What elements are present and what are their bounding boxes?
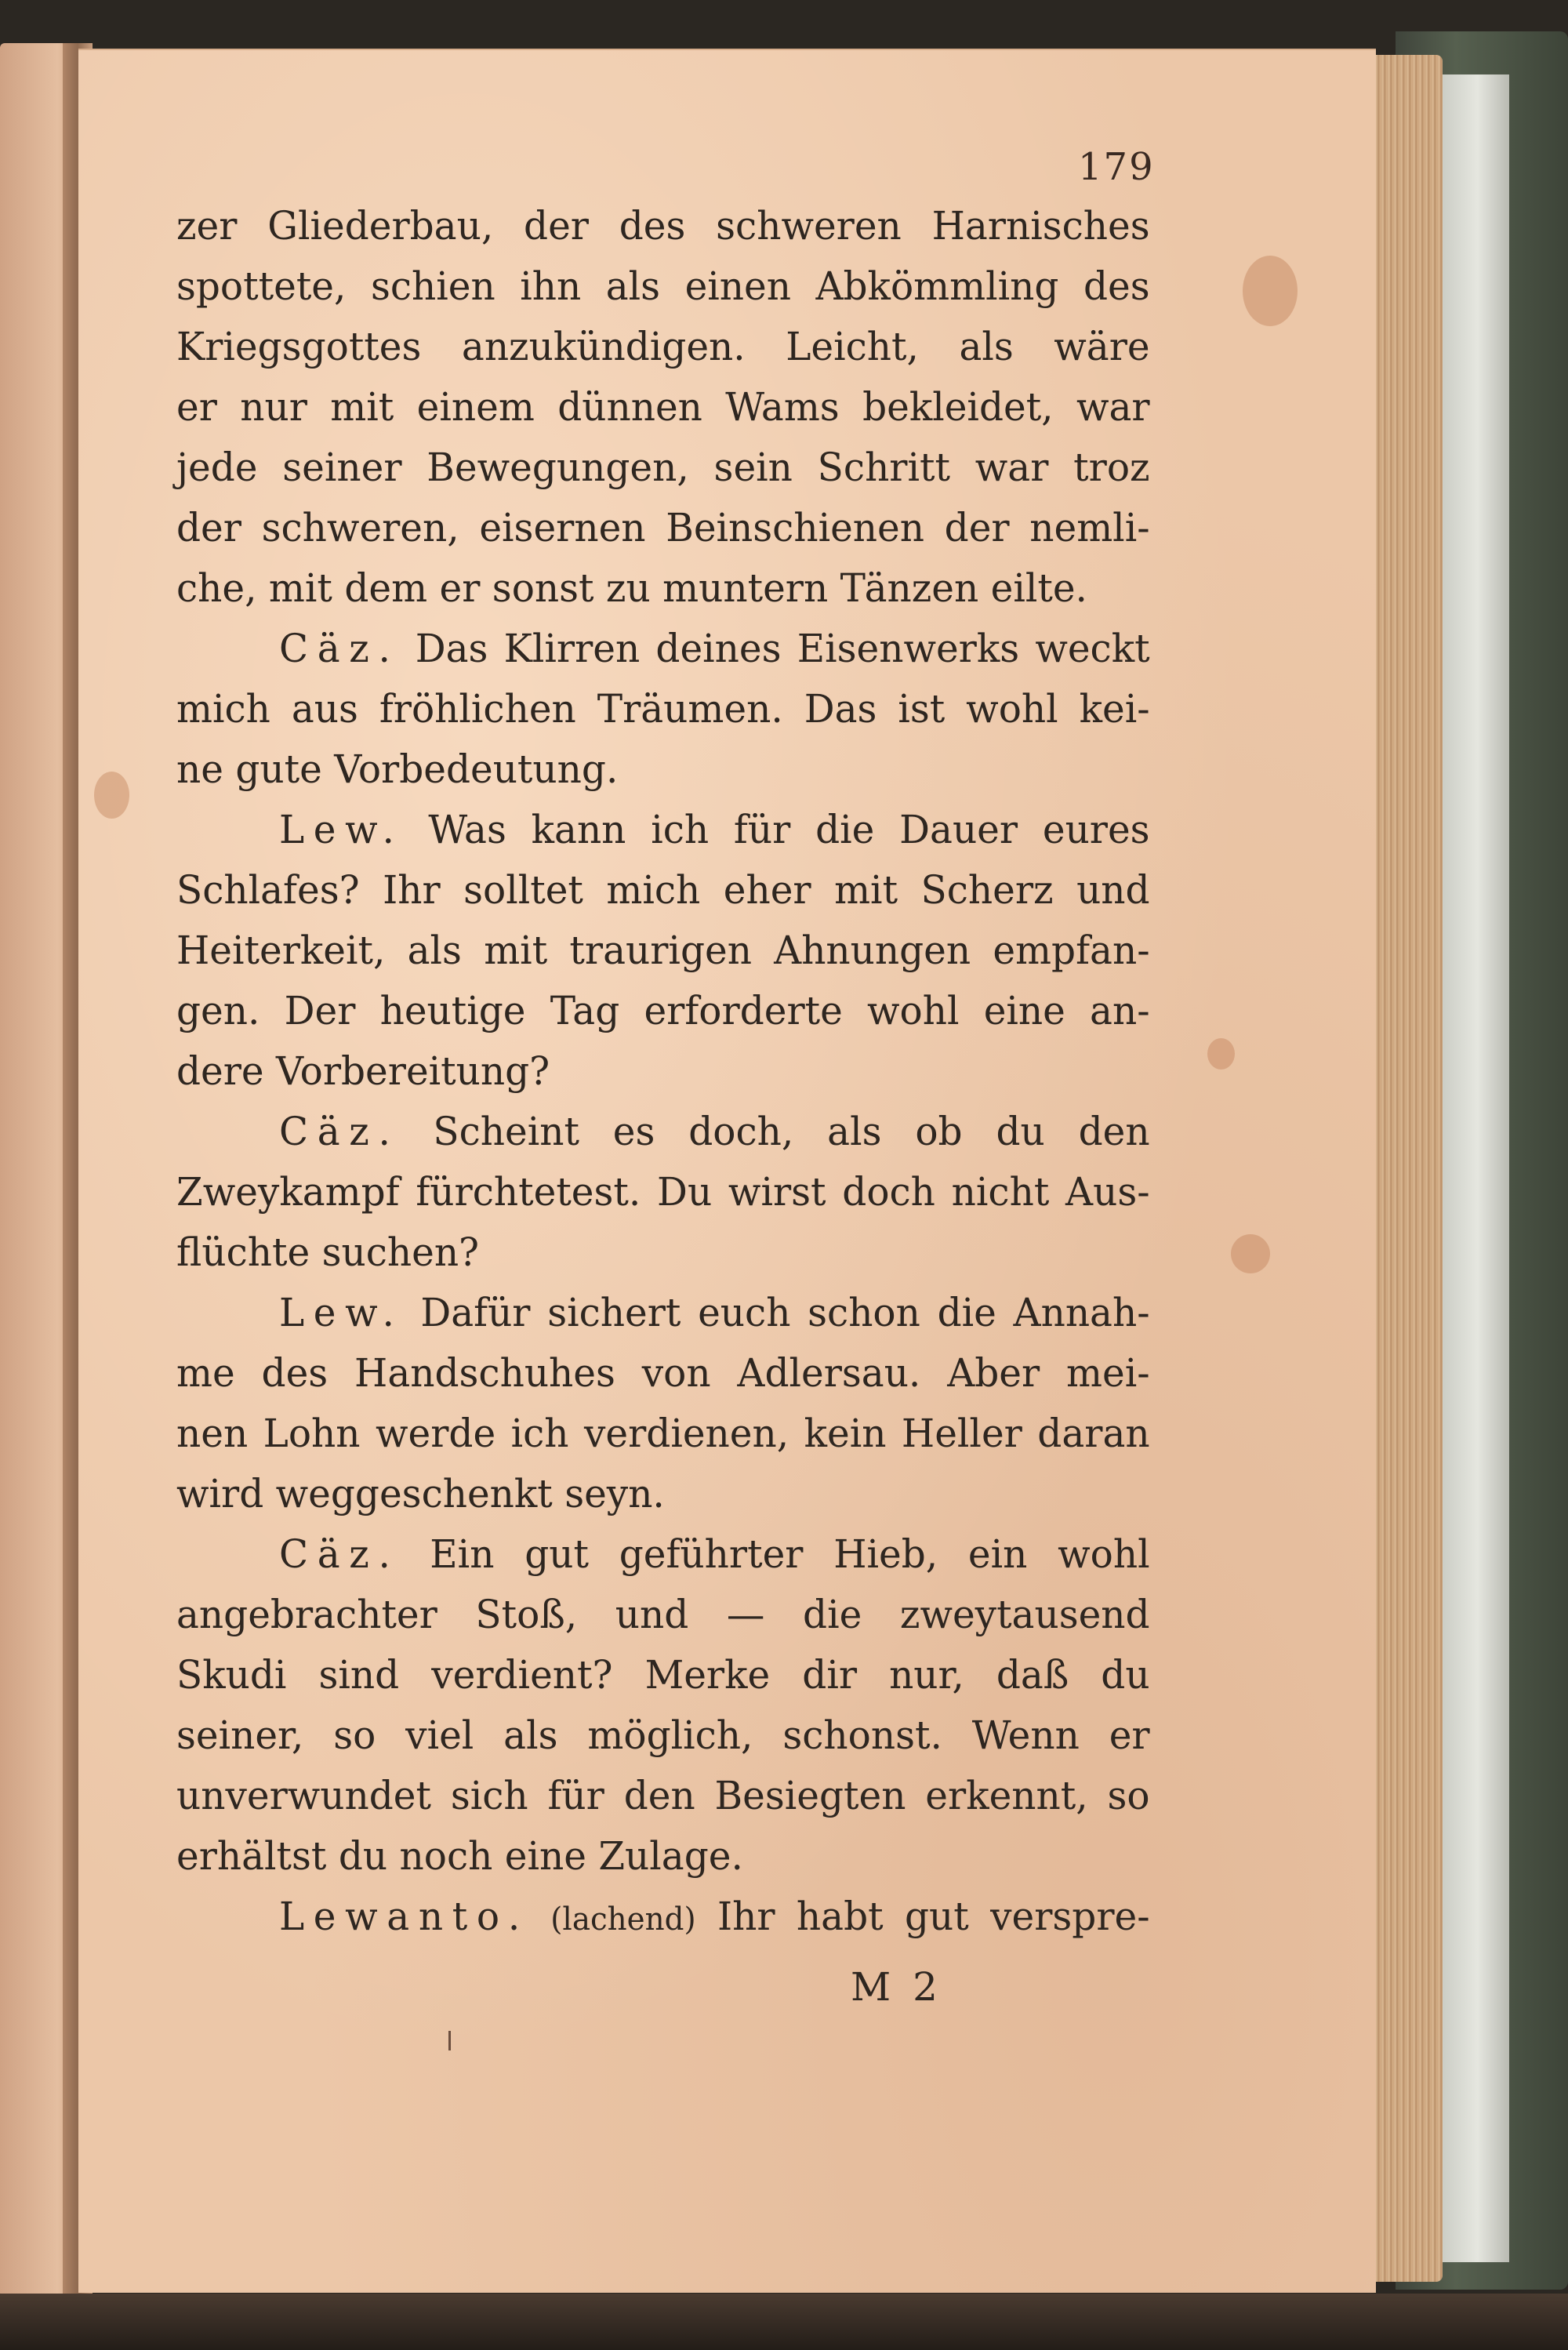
text-line: Schlafes? Ihr solltet mich eher mit Scherz und (176, 867, 1150, 913)
speaker-name: Cäz. (278, 626, 400, 671)
text-line: mich aus fröhlichen Träumen. Das ist wohl kei- (176, 686, 1150, 732)
speech-text: Ihr habt gut verspre- (717, 1894, 1150, 1939)
text-line: ne gute Vorbedeutung. (176, 746, 619, 792)
speaker-name: Lew. (278, 1290, 404, 1335)
text-line: che, mit dem er sonst zu muntern Tänzen eilte. (176, 565, 1087, 611)
page-number: 179 (1078, 145, 1155, 189)
text-line: Kriegsgottes anzukündigen. Leicht, als wäre (176, 324, 1150, 369)
foxing-stain (1243, 256, 1298, 326)
text-line: me des Handschuhes von Adlersau. Aber mei- (176, 1350, 1150, 1396)
text-line: Skudi sind verdient? Merke dir nur, daß du (176, 1652, 1150, 1698)
speech-text: Was kann ich für die Dauer eures (428, 807, 1150, 852)
signature-mark: M 2 (851, 1964, 942, 2010)
text-line: Heiterkeit, als mit traurigen Ahnungen empfan- (176, 928, 1150, 973)
text-line: dere Vorbereitung? (176, 1048, 550, 1094)
speaker-name: Lewanto. (278, 1894, 529, 1939)
text-line: jede seiner Bewegungen, sein Schritt war troz (176, 445, 1150, 490)
page-fore-edge (1368, 55, 1443, 2282)
text-line: er nur mit einem dünnen Wams bekleidet, war (176, 384, 1150, 430)
stage-direction: (lachend) (550, 1901, 696, 1938)
foxing-stain (1231, 1234, 1270, 1273)
text-line: flüchte suchen? (176, 1229, 480, 1275)
cover-board-edge (1439, 74, 1509, 2262)
text-line: unverwundet sich für den Besiegten erkennt, so (176, 1773, 1150, 1818)
speech-first-line (176, 800, 1150, 860)
foxing-stain (94, 772, 129, 819)
speech-first-line (176, 1887, 1150, 1947)
text-line: angebrachter Stoß, und — die zweytausend (176, 1592, 1150, 1637)
speech-text: Scheint es doch, als ob du den (433, 1109, 1150, 1154)
speaker-name: Lew. (278, 807, 404, 852)
page-text (176, 196, 1180, 1947)
speech-first-line (176, 1524, 1150, 1585)
speech-first-line (176, 619, 1150, 679)
speech-first-line (176, 1283, 1150, 1343)
speech-text: Das Klirren deines Eisenwerks weckt (415, 626, 1150, 671)
text-line: wird weggeschenkt seyn. (176, 1471, 665, 1516)
speech-text: Ein gut geführter Hieb, ein wohl (430, 1531, 1150, 1577)
text-line: spottete, schien ihn als einen Abkömmling des (176, 263, 1150, 309)
text-line: Zweykampf fürchtetest. Du wirst doch nicht Aus- (176, 1169, 1150, 1215)
text-line: nen Lohn werde ich verdienen, kein Heller daran (176, 1411, 1150, 1456)
speech-first-line (176, 1102, 1150, 1162)
text-line: gen. Der heutige Tag erforderte wohl eine an- (176, 988, 1150, 1033)
ink-mark (448, 2031, 451, 2050)
text-line: zer Gliederbau, der des schweren Harnisches (176, 203, 1150, 249)
text-line: der schweren, eisernen Beinschienen der nemli- (176, 505, 1150, 550)
text-line: erhältst du noch eine Zulage. (176, 1833, 743, 1879)
speech-text: Dafür sichert euch schon die Annah- (420, 1290, 1150, 1335)
scan-bottom-shadow (0, 2294, 1568, 2350)
text-line: seiner, so viel als möglich, schonst. Wenn er (176, 1713, 1150, 1758)
speaker-name: Cäz. (278, 1109, 400, 1154)
speaker-name: Cäz. (278, 1531, 400, 1577)
foxing-stain (1207, 1038, 1235, 1070)
